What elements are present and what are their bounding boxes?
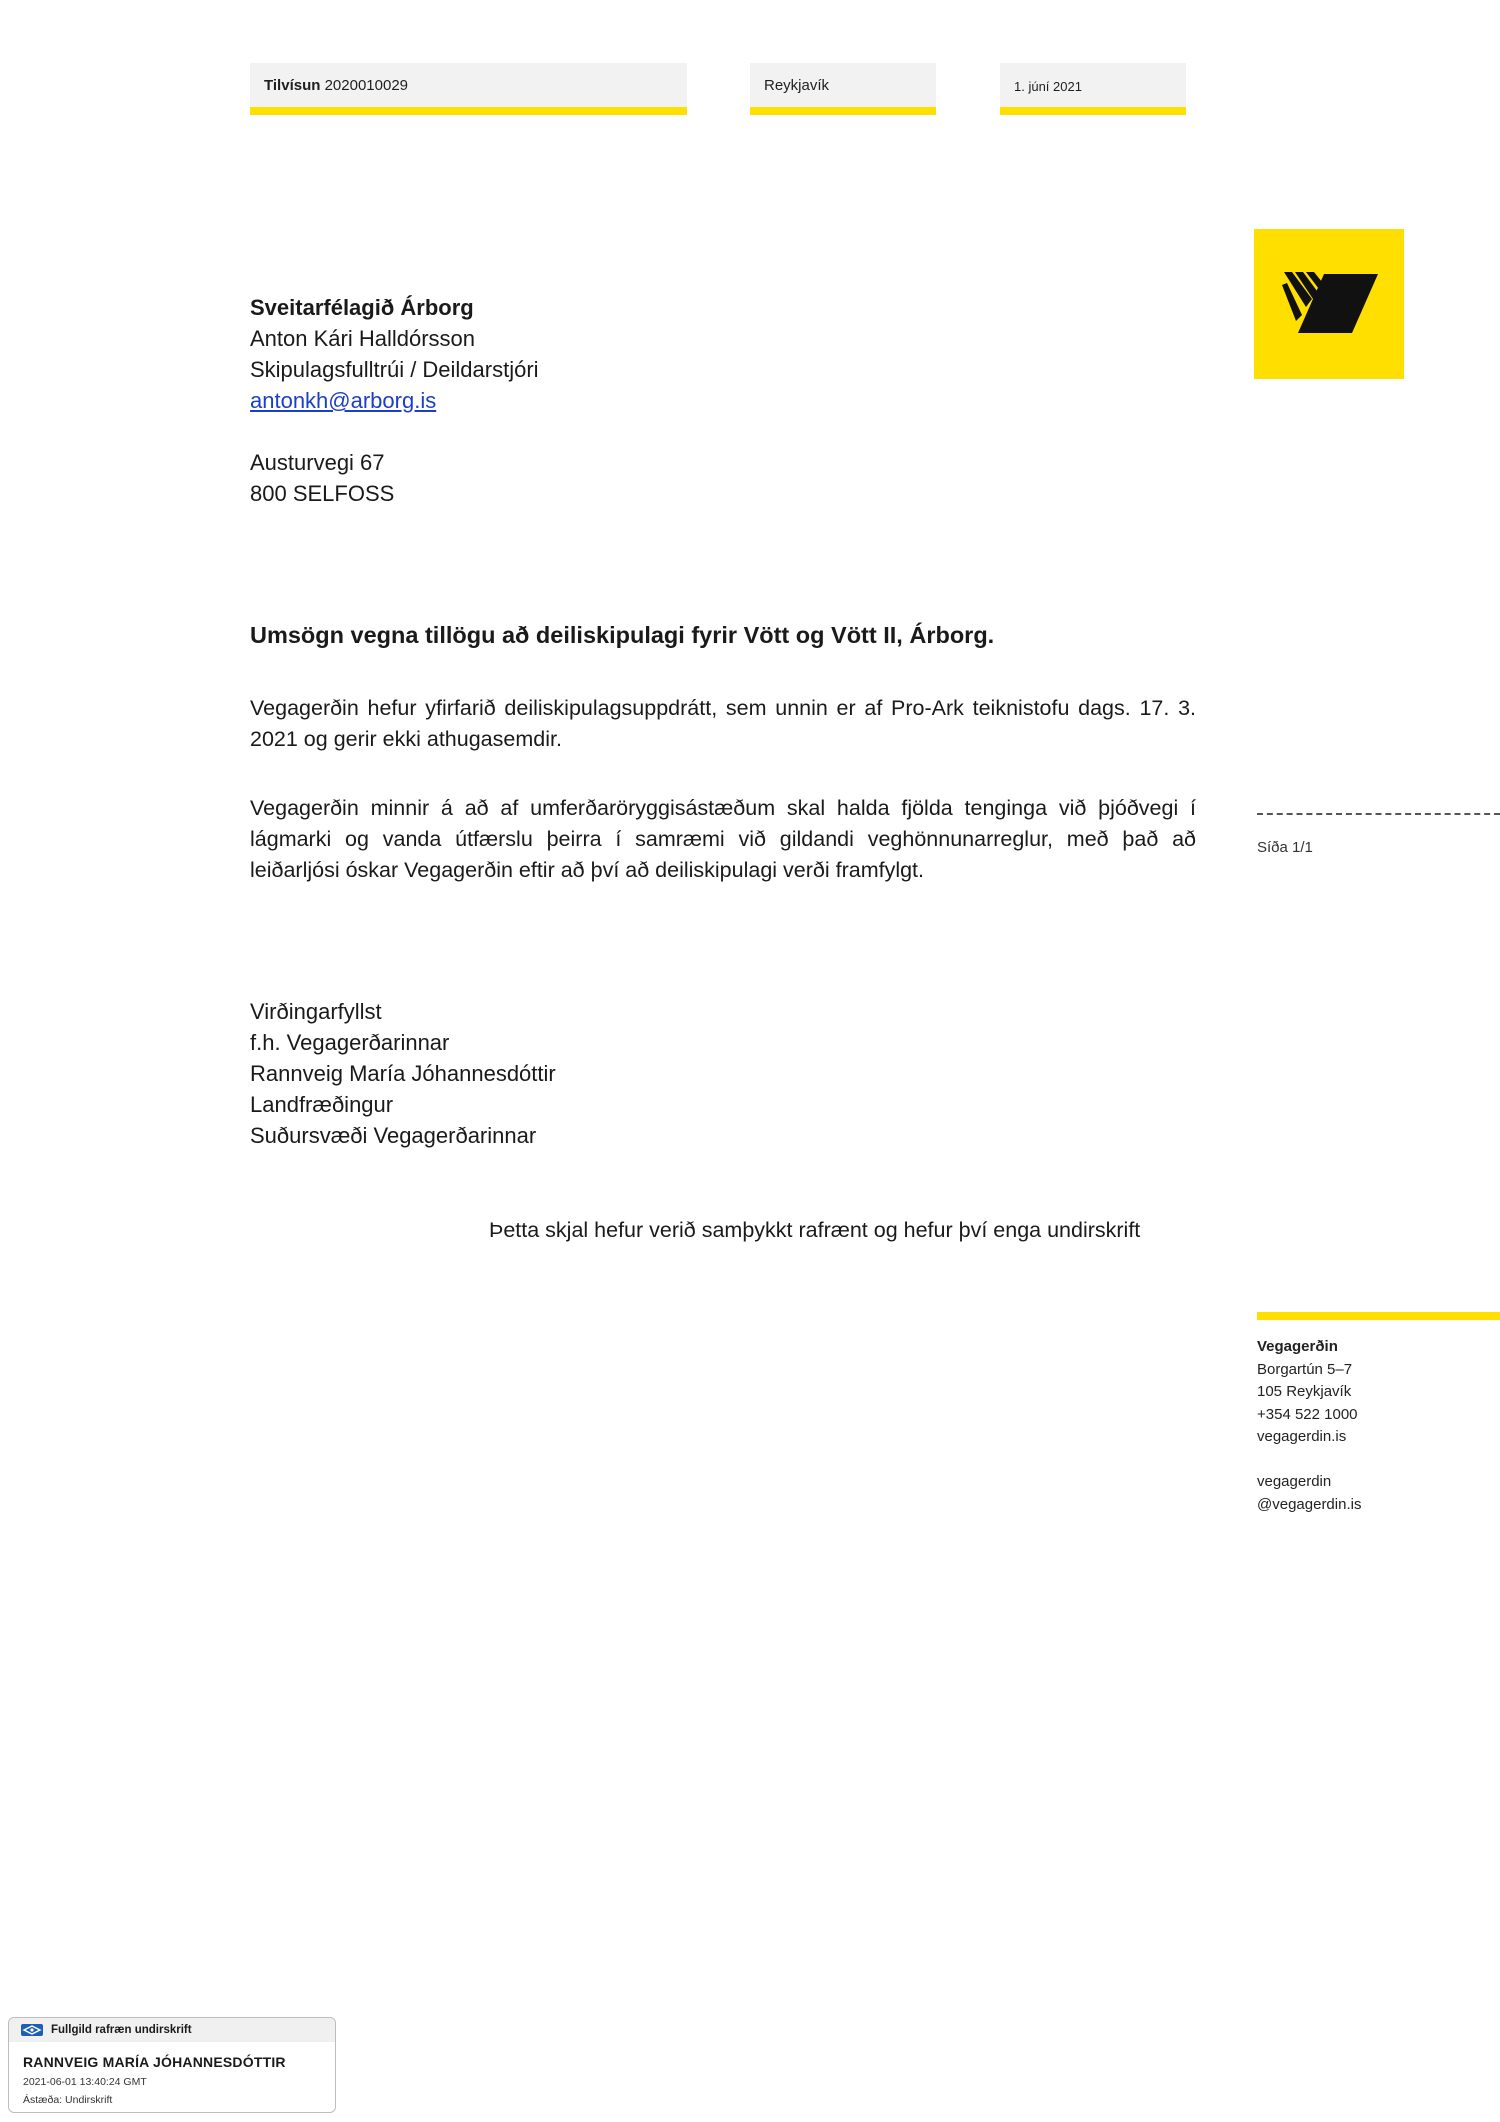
contact-email-user: vegagerdin [1257,1473,1332,1490]
recipient-postal: 800 SELFOSS [250,481,395,506]
signer-unit: Suðursvæði Vegagerðarinnar [250,1123,537,1148]
date-text: 1. júní 2021 [1014,79,1082,94]
signature-badge-title: Fullgild rafræn undirskrift [51,2024,192,2036]
recipient-organization: Sveitarfélagið Árborg [250,295,474,320]
signer-title: Landfræðingur [250,1092,394,1117]
recipient-street: Austurvegi 67 [250,450,385,475]
city-field [750,63,936,115]
e-signature-badge [8,2017,336,2113]
letter-subject: Umsögn vegna tillögu að deiliskipulagi fyrir Vött og Vött II, Árborg. [250,622,995,648]
reference-label: Tilvísun [264,77,321,94]
contact-phone: +354 522 1000 [1257,1405,1358,1423]
footer-yellow-bar [1257,1312,1500,1320]
electronic-approval-note: Þetta skjal hefur verið samþykkt rafrænt og hefur því enga undirskrift [489,1218,1141,1242]
date-field [1000,63,1186,115]
contact-org: Vegagerðin [1257,1338,1338,1355]
signature-timestamp: 2021-06-01 13:40:24 GMT [23,2076,147,2088]
contact-street: Borgartún 5–7 [1257,1360,1353,1378]
recipient-name: Anton Kári Halldórsson [250,326,476,351]
recipient-block [250,292,539,509]
closing-greeting: Virðingarfyllst [250,999,382,1024]
closing-on-behalf: f.h. Vegagerðarinnar [250,1030,450,1055]
city-text: Reykjavík [764,77,830,94]
closing-block [250,996,556,1151]
letter-paragraph-2: Vegagerðin minnir á að af umferðaröryggisástæðum skal halda fjölda tenginga við þjóðvegi í lágmarki og vanda útfærslu þeirra í samræmi við gildandi veghönnunarreglur, með það að leiðarljósi óskar Vegagerðin eftir að því að deiliskipulagi verði framfylgt. [250,796,1196,882]
road-stripes-icon [1282,269,1378,339]
letter-paragraph-1: Vegagerðin hefur yfirfarið deiliskipulagsuppdrátt, sem unnin er af Pro-Ark teiknistofu dags. 17. 3. 2021 og gerir ekki athugasemdir. [250,696,1196,751]
recipient-title: Skipulagsfulltrúi / Deildarstjóri [250,357,539,382]
signature-seal-icon [21,2024,43,2036]
contact-block [1257,1336,1361,1516]
vegagerdin-logo [1254,229,1404,379]
page-number: Síða 1/1 [1257,839,1313,856]
reference-field [250,63,687,115]
reference-number: 2020010029 [324,77,409,94]
contact-email-domain: @vegagerdin.is [1257,1495,1362,1513]
contact-postal: 105 Reykjavík [1257,1383,1352,1400]
contact-web: vegagerdin.is [1257,1428,1347,1445]
signer-name: Rannveig María Jóhannesdóttir [250,1061,556,1086]
signature-signer-name: RANNVEIG MARÍA JÓHANNESDÓTTIR [23,2054,286,2070]
recipient-email-link[interactable]: antonkh@arborg.is [250,388,437,413]
signature-badge-header [9,2018,335,2042]
signature-reason: Ástæða: Undirskrift [23,2094,113,2106]
dashed-divider [1257,813,1500,815]
